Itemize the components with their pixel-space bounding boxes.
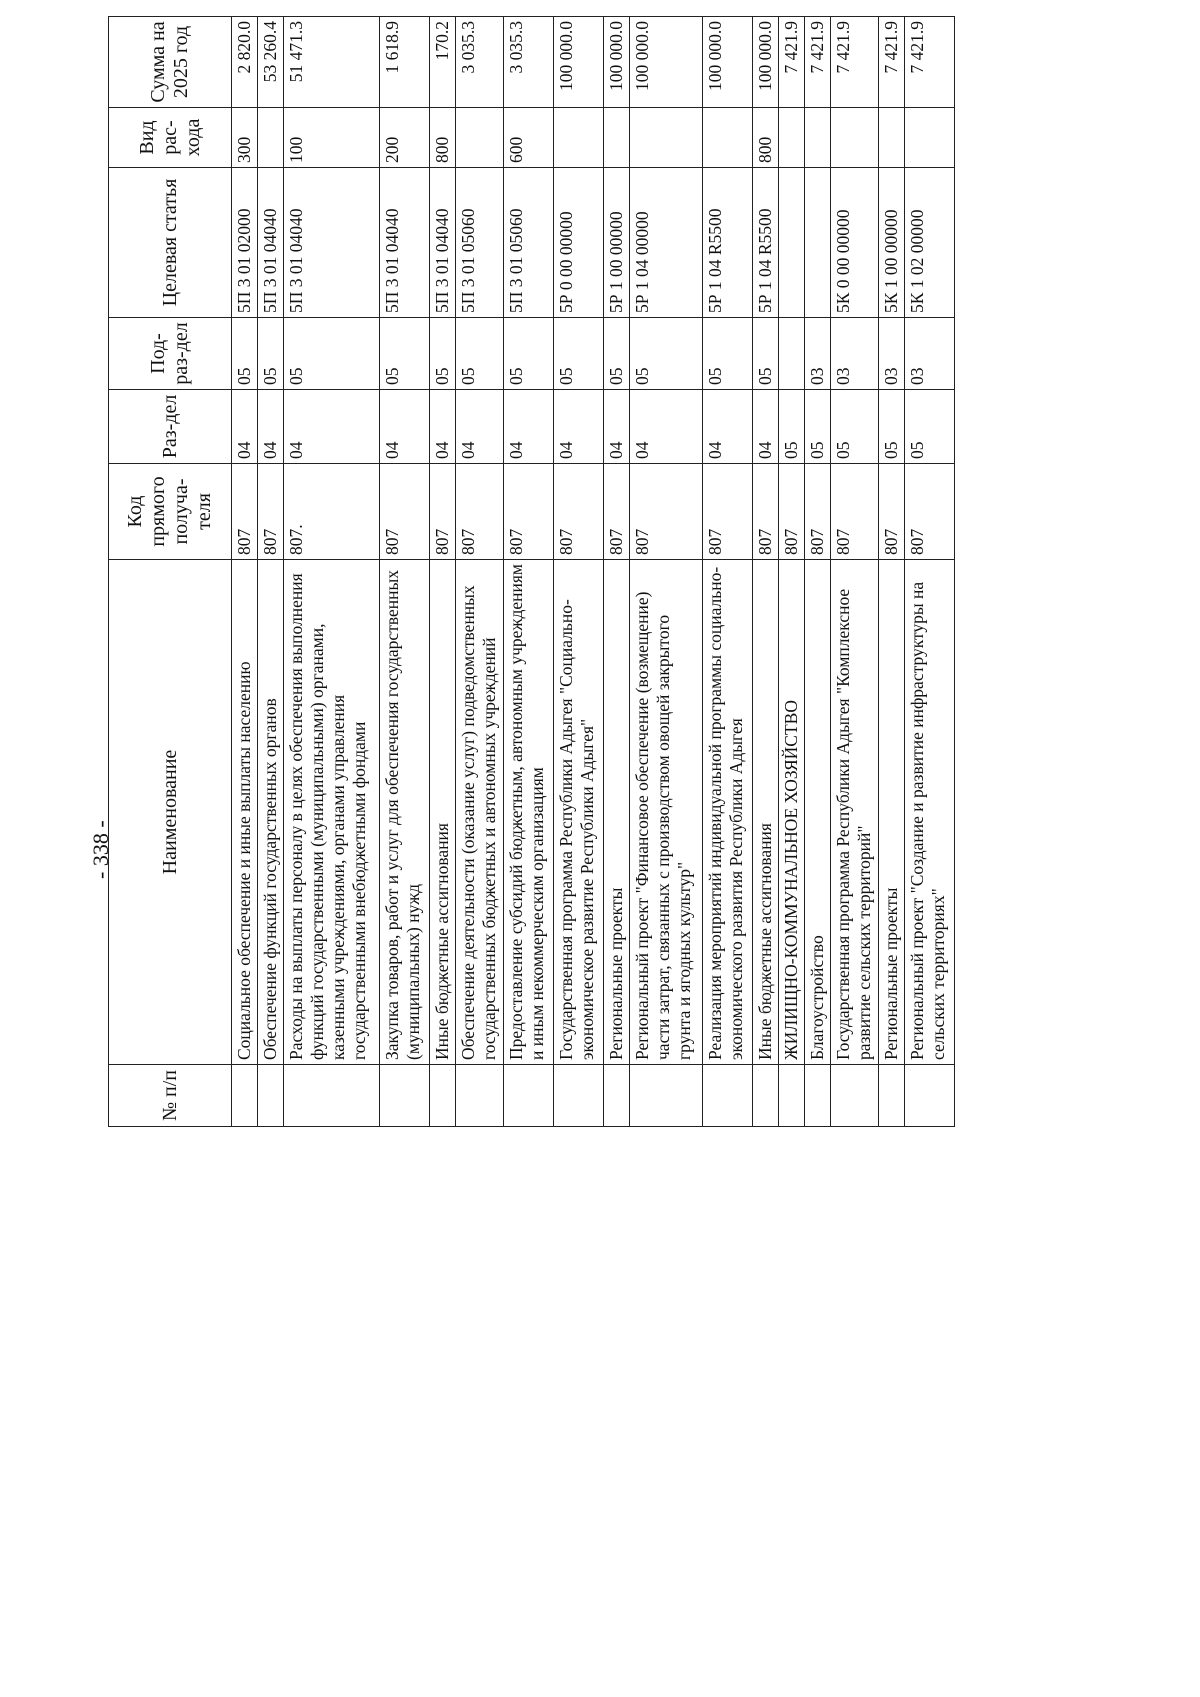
cell-sum: 53 260.4 (258, 17, 284, 108)
cell-recipient: 807 (703, 464, 753, 560)
cell-expense (554, 108, 604, 168)
budget-table (108, 16, 955, 1127)
cell-sum: 51 471.3 (284, 17, 380, 108)
cell-expense (604, 108, 630, 168)
cell-num (905, 1065, 955, 1127)
table-body (232, 17, 955, 1127)
cell-num (779, 1065, 805, 1127)
cell-subsection: 05 (232, 318, 258, 390)
table-row (905, 17, 955, 1127)
cell-section: 05 (805, 390, 831, 464)
cell-name: Региональный проект "Финансовое обеспечение (возмещение) части затрат, связанных с производством овощей закрытого грунта и ягодных культур" (630, 560, 703, 1065)
cell-sum: 100 000.0 (630, 17, 703, 108)
cell-expense (779, 108, 805, 168)
cell-subsection: 05 (258, 318, 284, 390)
header-row (109, 17, 232, 1127)
cell-expense (831, 108, 879, 168)
cell-article: 5Р 1 04 R5500 (703, 168, 753, 318)
cell-num (284, 1065, 380, 1127)
header-expense: Вид рас-хода (109, 108, 232, 168)
cell-section: 05 (879, 390, 905, 464)
cell-section: 04 (258, 390, 284, 464)
cell-name: Региональный проект "Создание и развитие инфраструктуры на сельских территориях" (905, 560, 955, 1065)
cell-expense (258, 108, 284, 168)
cell-name: Иные бюджетные ассигнования (753, 560, 779, 1065)
cell-num (554, 1065, 604, 1127)
cell-sum: 170.2 (430, 17, 456, 108)
table-row (232, 17, 258, 1127)
cell-recipient: 807 (905, 464, 955, 560)
header-article: Целевая статья (109, 168, 232, 318)
cell-expense (879, 108, 905, 168)
table-row (703, 17, 753, 1127)
cell-section: 05 (905, 390, 955, 464)
cell-sum: 7 421.9 (831, 17, 879, 108)
cell-sum: 3 035.3 (504, 17, 554, 108)
cell-subsection: 05 (504, 318, 554, 390)
cell-expense (630, 108, 703, 168)
cell-expense: 300 (232, 108, 258, 168)
cell-sum: 100 000.0 (703, 17, 753, 108)
cell-num (703, 1065, 753, 1127)
cell-recipient: 807 (554, 464, 604, 560)
cell-num (380, 1065, 430, 1127)
header-recipient: Код прямого получа-теля (109, 464, 232, 560)
cell-article: 5К 1 02 00000 (905, 168, 955, 318)
table-row (554, 17, 604, 1127)
cell-num (604, 1065, 630, 1127)
cell-section: 04 (284, 390, 380, 464)
cell-section: 05 (779, 390, 805, 464)
cell-section: 04 (504, 390, 554, 464)
cell-num (753, 1065, 779, 1127)
table-row (879, 17, 905, 1127)
cell-name: Региональные проекты (604, 560, 630, 1065)
cell-section: 04 (703, 390, 753, 464)
cell-expense (456, 108, 504, 168)
cell-article (779, 168, 805, 318)
cell-article: 5П 3 01 04040 (258, 168, 284, 318)
cell-article: 5П 3 01 05060 (456, 168, 504, 318)
cell-name: ЖИЛИЩНО-КОММУНАЛЬНОЕ ХОЗЯЙСТВО (779, 560, 805, 1065)
cell-article: 5П 3 01 04040 (380, 168, 430, 318)
cell-name: Обеспечение деятельности (оказание услуг) подведомственных государственных бюджетных и автономных учреждений (456, 560, 504, 1065)
cell-subsection: 03 (805, 318, 831, 390)
table-row (504, 17, 554, 1127)
cell-sum: 7 421.9 (905, 17, 955, 108)
table-row (779, 17, 805, 1127)
header-subsection: Под-раз-дел (109, 318, 232, 390)
cell-article: 5П 3 01 02000 (232, 168, 258, 318)
cell-recipient: 807 (456, 464, 504, 560)
cell-recipient: 807 (805, 464, 831, 560)
cell-section: 04 (630, 390, 703, 464)
cell-num (430, 1065, 456, 1127)
cell-recipient: 807 (232, 464, 258, 560)
cell-subsection: 05 (630, 318, 703, 390)
cell-section: 04 (456, 390, 504, 464)
cell-sum: 2 820.0 (232, 17, 258, 108)
cell-sum: 7 421.9 (879, 17, 905, 108)
cell-expense (805, 108, 831, 168)
cell-section: 04 (554, 390, 604, 464)
cell-section: 04 (604, 390, 630, 464)
cell-article: 5Р 0 00 00000 (554, 168, 604, 318)
cell-recipient: 807. (284, 464, 380, 560)
cell-name: Обеспечение функций государственных органов (258, 560, 284, 1065)
cell-section: 04 (380, 390, 430, 464)
cell-subsection: 05 (753, 318, 779, 390)
table-row (805, 17, 831, 1127)
page-number: - 338 - (88, 820, 113, 880)
cell-sum: 100 000.0 (753, 17, 779, 108)
cell-num (879, 1065, 905, 1127)
header-num: № п/п (109, 1065, 232, 1127)
cell-recipient: 807 (430, 464, 456, 560)
cell-expense (703, 108, 753, 168)
table-row (284, 17, 380, 1127)
cell-sum: 100 000.0 (604, 17, 630, 108)
cell-subsection (779, 318, 805, 390)
cell-sum: 7 421.9 (779, 17, 805, 108)
cell-expense: 200 (380, 108, 430, 168)
header-section: Раз-дел (109, 390, 232, 464)
header-sum: Сумма на 2025 год (109, 17, 232, 108)
table-row (630, 17, 703, 1127)
cell-subsection: 03 (831, 318, 879, 390)
cell-num (805, 1065, 831, 1127)
cell-name: Реализация мероприятий индивидуальной программы социально-экономического развития Республики Адыгея (703, 560, 753, 1065)
cell-name: Государственная программа Республики Адыгея "Социально-экономическое развитие Республики Адыгея" (554, 560, 604, 1065)
cell-sum: 1 618.9 (380, 17, 430, 108)
cell-num (258, 1065, 284, 1127)
cell-sum: 100 000.0 (554, 17, 604, 108)
cell-section: 04 (232, 390, 258, 464)
cell-subsection: 03 (905, 318, 955, 390)
cell-subsection: 05 (554, 318, 604, 390)
cell-expense: 800 (430, 108, 456, 168)
cell-section: 04 (753, 390, 779, 464)
cell-recipient: 807 (258, 464, 284, 560)
header-name: Наименование (109, 560, 232, 1065)
cell-num (831, 1065, 879, 1127)
cell-recipient: 807 (630, 464, 703, 560)
cell-subsection: 05 (703, 318, 753, 390)
cell-sum: 3 035.3 (456, 17, 504, 108)
cell-name: Социальное обеспечение и иные выплаты населению (232, 560, 258, 1065)
cell-recipient: 807 (831, 464, 879, 560)
cell-name: Закупка товаров, работ и услуг для обеспечения государственных (муниципальных) нужд (380, 560, 430, 1065)
cell-subsection: 05 (430, 318, 456, 390)
table-row (831, 17, 879, 1127)
cell-name: Благоустройство (805, 560, 831, 1065)
cell-article (805, 168, 831, 318)
cell-num (630, 1065, 703, 1127)
cell-article: 5Р 1 00 00000 (604, 168, 630, 318)
cell-expense: 800 (753, 108, 779, 168)
cell-article: 5П 3 01 05060 (504, 168, 554, 318)
cell-subsection: 05 (456, 318, 504, 390)
cell-name: Региональные проекты (879, 560, 905, 1065)
cell-article: 5К 1 00 00000 (879, 168, 905, 318)
table-row (430, 17, 456, 1127)
cell-recipient: 807 (779, 464, 805, 560)
cell-recipient: 807 (604, 464, 630, 560)
cell-section: 04 (430, 390, 456, 464)
cell-recipient: 807 (380, 464, 430, 560)
cell-name: Иные бюджетные ассигнования (430, 560, 456, 1065)
cell-expense (905, 108, 955, 168)
cell-article: 5Р 1 04 00000 (630, 168, 703, 318)
cell-article: 5Р 1 04 R5500 (753, 168, 779, 318)
cell-subsection: 05 (284, 318, 380, 390)
table-row (456, 17, 504, 1127)
table-row (380, 17, 430, 1127)
cell-article: 5П 3 01 04040 (284, 168, 380, 318)
cell-subsection: 05 (604, 318, 630, 390)
cell-recipient: 807 (753, 464, 779, 560)
cell-sum: 7 421.9 (805, 17, 831, 108)
cell-num (456, 1065, 504, 1127)
cell-section: 05 (831, 390, 879, 464)
cell-article: 5П 3 01 04040 (430, 168, 456, 318)
cell-subsection: 05 (380, 318, 430, 390)
cell-expense: 600 (504, 108, 554, 168)
cell-name: Государственная программа Республики Адыгея "Комплексное развитие сельских территорий" (831, 560, 879, 1065)
cell-expense: 100 (284, 108, 380, 168)
table-row (753, 17, 779, 1127)
cell-article: 5К 0 00 00000 (831, 168, 879, 318)
cell-name: Расходы на выплаты персоналу в целях обеспечения выполнения функций государственными (муниципальными) органами, казенными учреждениями, органами управления государственными внебюджетными фондами (284, 560, 380, 1065)
cell-subsection: 03 (879, 318, 905, 390)
cell-num (232, 1065, 258, 1127)
table-row (604, 17, 630, 1127)
cell-name: Предоставление субсидий бюджетным, автономным учреждениям и иным некоммерческим организациям (504, 560, 554, 1065)
cell-recipient: 807 (879, 464, 905, 560)
cell-num (504, 1065, 554, 1127)
table-row (258, 17, 284, 1127)
cell-recipient: 807 (504, 464, 554, 560)
